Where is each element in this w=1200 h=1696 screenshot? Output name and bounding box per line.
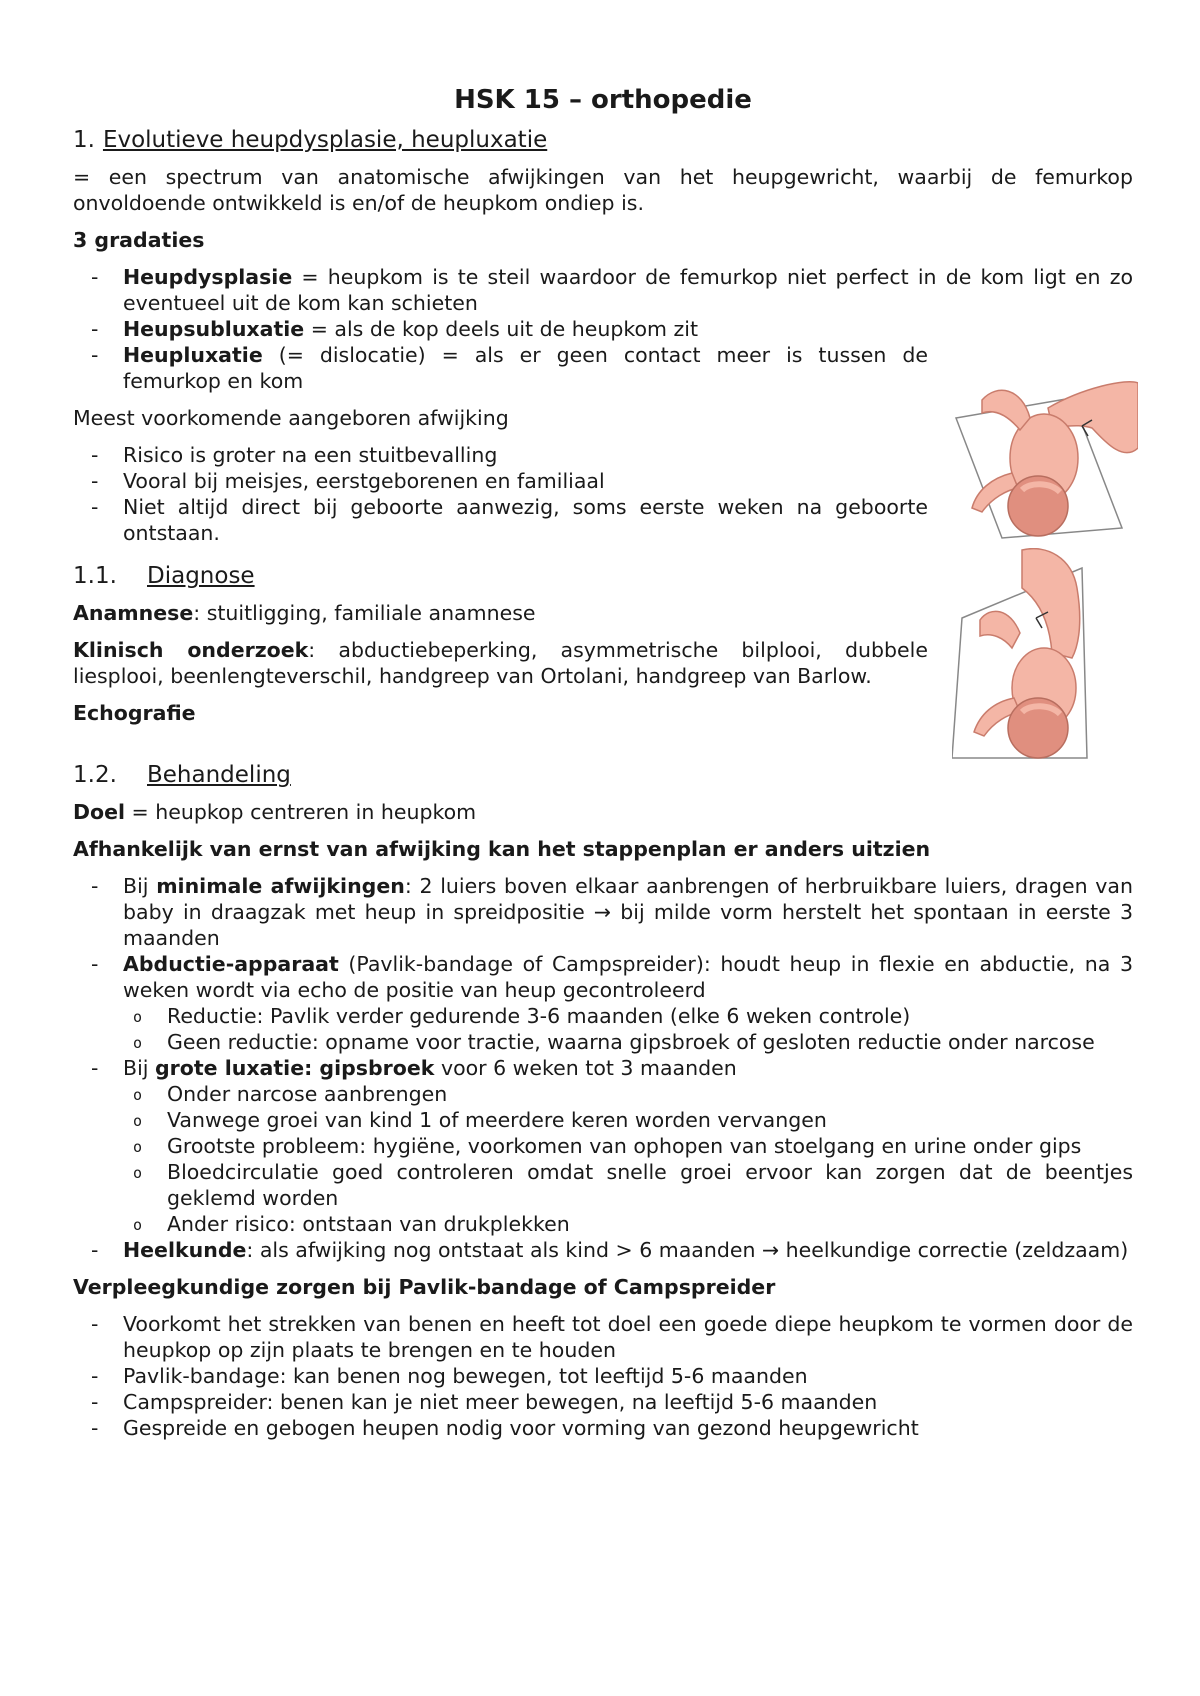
sub-list-item: [73, 1081, 1133, 1107]
subsection-title: Diagnose: [147, 563, 255, 589]
list-item: [73, 442, 928, 468]
list-item: [73, 1415, 1133, 1441]
definition-paragraph: = een spectrum van anatomische afwijkingen van het heupgewricht, waarbij de femurkop onvoldoende ontwikkeld is en/of de heupkom ondiep is.: [73, 165, 1133, 215]
list-item: [73, 951, 1133, 1003]
behandeling-list: [73, 1237, 1133, 1263]
sub-list: [73, 1081, 1133, 1237]
circle-marker: o: [133, 1164, 143, 1182]
document-page: [73, 82, 1133, 1452]
item-text: Reductie: Pavlik verder gedurende 3-6 maanden (elke 6 weken controle): [167, 1004, 911, 1028]
item-text: Ander risico: ontstaan van drukplekken: [167, 1212, 570, 1236]
list-item: [73, 1311, 1133, 1363]
term-text: : als afwijking nog ontstaat als kind > 6 maanden → heelkundige correctie (zeldzaam): [246, 1238, 1129, 1262]
list-item: [73, 264, 1133, 316]
list-item: [73, 342, 928, 394]
term-text: voor 6 weken tot 3 maanden: [434, 1056, 737, 1080]
item-text: Vooral bij meisjes, eerstgeborenen en familiaal: [123, 469, 605, 493]
term-text: = heupkop centreren in heupkom: [125, 800, 477, 824]
dash-marker: -: [91, 265, 99, 289]
gradations-title: 3 gradaties: [73, 228, 205, 252]
term: Anamnese: [73, 601, 194, 625]
sub-list-item: [73, 1159, 1133, 1211]
term-text: (Pavlik-bandage of Campspreider): houdt heup in flexie en abductie, na 3 weken wordt via echo de positie van heup gecontroleerd: [123, 952, 1133, 1002]
circle-marker: o: [133, 1086, 143, 1104]
sub-list-item: [73, 1107, 1133, 1133]
circle-marker: o: [133, 1138, 143, 1156]
sub-list: [73, 1003, 1133, 1055]
circle-marker: o: [133, 1216, 143, 1234]
dash-marker: -: [91, 443, 99, 467]
section-heading: [73, 124, 1133, 156]
dash-marker: -: [91, 952, 99, 976]
list-item: [73, 1389, 1133, 1415]
dash-marker: -: [91, 1390, 99, 1414]
list-item: [73, 1237, 1133, 1263]
klinisch-paragraph: [73, 637, 928, 689]
term: Heupdysplasie: [123, 265, 293, 289]
item-text: Grootste probleem: hygiëne, voorkomen van ophopen van stoelgang en urine onder gips: [167, 1134, 1082, 1158]
dash-marker: -: [91, 343, 99, 367]
common-list: [73, 442, 928, 546]
term-text: = als de kop deels uit de heupkom zit: [304, 317, 699, 341]
circle-marker: o: [133, 1112, 143, 1130]
page-title: HSK 15 – orthopedie: [454, 85, 752, 115]
list-item: [73, 316, 1133, 342]
dash-marker: -: [91, 495, 99, 519]
term: Heelkunde: [123, 1238, 247, 1262]
term-text: = heupkom is te steil waardoor de femurkop niet perfect in de kom ligt en zo eventueel uit de kom kan schieten: [123, 265, 1133, 315]
sub-list-item: [73, 1133, 1133, 1159]
hip-exam-illustration-top: [952, 378, 1138, 548]
term-text: : abductiebeperking, asymmetrische bilplooi, dubbele liesplooi, beenlengteverschil, handgreep van Ortolani, handgreep van Barlow.: [73, 638, 928, 688]
behandeling-list: [73, 1055, 1133, 1081]
verpleeg-list: [73, 1311, 1133, 1441]
anamnese-paragraph: [73, 600, 928, 626]
verpleeg-title: Verpleegkundige zorgen bij Pavlik-bandage of Campspreider: [73, 1275, 776, 1299]
list-item: [73, 494, 928, 546]
dash-marker: -: [91, 1312, 99, 1336]
item-text: Onder narcose aanbrengen: [167, 1082, 448, 1106]
term: Abductie-apparaat: [123, 952, 339, 976]
term-text: (= dislocatie) = als er geen contact meer is tussen de femurkop en kom: [123, 343, 928, 393]
term: grote luxatie: gipsbroek: [154, 1056, 435, 1080]
subsection-title: Behandeling: [147, 762, 291, 788]
item-text: Niet altijd direct bij geboorte aanwezig, soms eerste weken na geboorte ontstaan.: [123, 495, 928, 545]
term-text: : stuitligging, familiale anamnese: [193, 601, 536, 625]
dash-marker: -: [91, 874, 99, 898]
echografie-label: Echografie: [73, 701, 196, 725]
term: Heupsubluxatie: [123, 317, 305, 341]
item-text: Gespreide en gebogen heupen nodig voor vorming van gezond heupgewricht: [123, 1416, 919, 1440]
dash-marker: -: [91, 1364, 99, 1388]
list-item: [73, 468, 928, 494]
item-text: Vanwege groei van kind 1 of meerdere keren worden vervangen: [167, 1108, 827, 1132]
doel-paragraph: [73, 799, 1133, 825]
subsection-number: 1.1.: [73, 563, 117, 589]
sub-list-item: [73, 1003, 1133, 1029]
subsection-heading: [73, 759, 1133, 791]
dash-marker: -: [91, 1056, 99, 1080]
item-text: Geen reductie: opname voor tractie, waarna gipsbroek of gesloten reductie onder narcose: [167, 1030, 1095, 1054]
circle-marker: o: [133, 1034, 143, 1052]
sub-list-item: [73, 1211, 1133, 1237]
subsection-number: 1.2.: [73, 762, 117, 788]
dash-marker: -: [91, 1238, 99, 1262]
section-title: Evolutieve heupdysplasie, heupluxatie: [102, 127, 548, 153]
section-number: 1.: [73, 127, 95, 153]
dash-marker: -: [91, 469, 99, 493]
behandeling-list: [73, 873, 1133, 1003]
dash-marker: -: [91, 1416, 99, 1440]
list-item: [73, 873, 1133, 951]
term-text: Bij: [123, 1056, 155, 1080]
term-text: : 2 luiers boven elkaar aanbrengen of herbruikbare luiers, dragen van baby in draagzak met heup in spreidpositie → bij milde vorm herstelt het spontaan in eerste 3 maanden: [123, 874, 1133, 950]
illustration-column: [952, 378, 1138, 763]
afhankelijk-title: Afhankelijk van ernst van afwijking kan het stappenplan er anders uitzien: [73, 837, 931, 861]
hip-exam-illustration-bottom: [952, 548, 1138, 763]
item-text: Pavlik-bandage: kan benen nog bewegen, tot leeftijd 5-6 maanden: [123, 1364, 808, 1388]
term: minimale afwijkingen: [156, 874, 405, 898]
dash-marker: -: [91, 317, 99, 341]
common-title: Meest voorkomende aangeboren afwijking: [73, 406, 509, 430]
term: Heupluxatie: [123, 343, 263, 367]
term: Doel: [73, 800, 126, 824]
item-text: Risico is groter na een stuitbevalling: [123, 443, 498, 467]
item-text: Campspreider: benen kan je niet meer bewegen, na leeftijd 5-6 maanden: [123, 1390, 878, 1414]
item-text: Bloedcirculatie goed controleren omdat snelle groei ervoor kan zorgen dat de beentjes geklemd worden: [167, 1160, 1133, 1210]
list-item: [73, 1055, 1133, 1081]
list-item: [73, 1363, 1133, 1389]
item-text: Voorkomt het strekken van benen en heeft tot doel een goede diepe heupkom te vormen door de heupkop op zijn plaats te brengen en te houden: [123, 1312, 1133, 1362]
circle-marker: o: [133, 1008, 143, 1026]
gradations-list: [73, 264, 1133, 394]
term-text: Bij: [123, 874, 157, 898]
term: Klinisch onderzoek: [73, 638, 309, 662]
sub-list-item: [73, 1029, 1133, 1055]
